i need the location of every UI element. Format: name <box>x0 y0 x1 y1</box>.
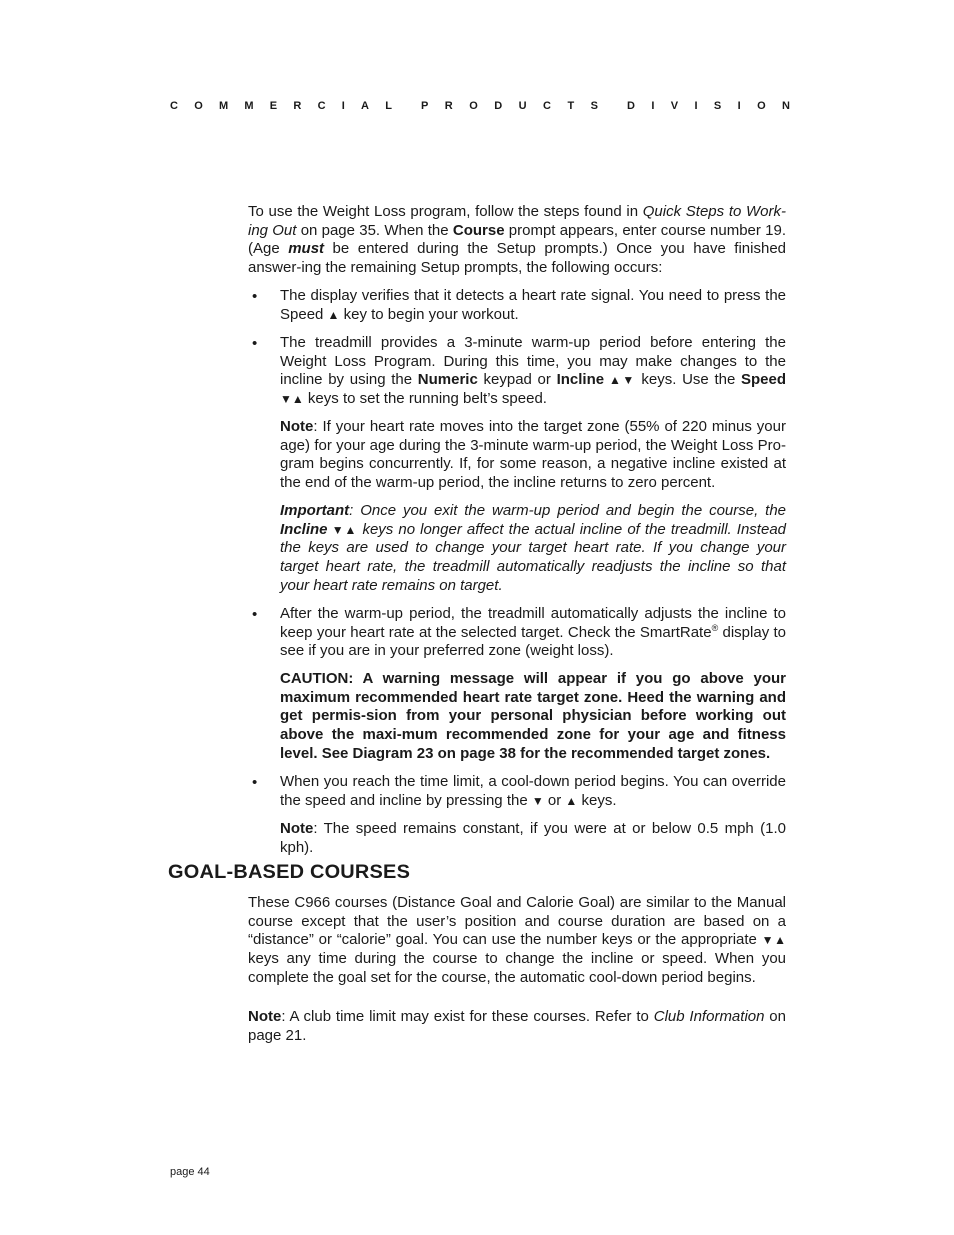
intro-text: prompt appears, enter course number 19. (Age <box>248 221 786 258</box>
up-arrow-icon: ▲ <box>565 793 578 808</box>
bullet-text: keys. Use the <box>635 371 741 389</box>
bullet-text: The display verifies that it detects a heart rate signal. You need to press the Speed <box>280 287 786 323</box>
header-letter: C <box>543 100 551 112</box>
header-letter: N <box>782 100 790 112</box>
important-label: Important <box>280 502 350 519</box>
header-letter: C <box>317 100 326 112</box>
note-label: Note <box>280 418 314 435</box>
incline-term: Incline <box>556 371 605 389</box>
speed-term: Speed <box>740 371 786 389</box>
section-heading: GOAL-BASED COURSES <box>168 862 411 883</box>
note-text: : A club time limit may exist for these courses. Refer to <box>281 1008 654 1025</box>
up-arrow-icon: ▲ <box>327 307 340 322</box>
header-letter: S <box>713 100 722 112</box>
header-word-commercial <box>170 100 392 112</box>
bullet-item-adjust <box>280 605 786 661</box>
note-club-limit <box>248 1008 786 1045</box>
header-letter: A <box>361 100 369 112</box>
header-letter: D <box>494 100 503 112</box>
header-letter: D <box>627 100 635 112</box>
important-text: keys no longer affect the actual incline of the treadmill. Instead the keys are used to change your target heart rate. If you change your target heart rate, the treadmill automatically readjusts the incline so that your heart rate remains on target. <box>280 520 786 594</box>
course-prompt-term: Course <box>452 221 505 239</box>
numeric-term: Numeric <box>417 371 478 389</box>
running-header <box>170 100 790 112</box>
bullet-glyph: • <box>252 606 258 623</box>
bullet-text: When you reach the time limit, a cool-down period begins. You can override the speed and incline by pressing the <box>280 773 786 809</box>
quick-steps-reference: Quick Steps to Work-ing Out <box>248 203 787 239</box>
header-letter: E <box>269 100 278 112</box>
bullet-glyph: • <box>252 774 258 791</box>
header-letter: O <box>194 100 203 112</box>
bullet-text: keypad or <box>477 371 557 389</box>
intro-paragraph <box>248 203 786 278</box>
header-letter: U <box>518 100 527 112</box>
intro-text: be entered during the Setup prompts.) Once you have finished answer-ing the remaining Setup prompts, the following occurs: <box>248 240 787 277</box>
note-label: Note <box>248 1008 282 1025</box>
header-letter: M <box>244 100 254 112</box>
header-letter: L <box>385 100 392 112</box>
down-arrow-icon: ▼ <box>531 793 544 808</box>
header-letter: O <box>757 100 766 112</box>
bullet-text: key to begin your workout. <box>339 305 519 323</box>
caution-warning: CAUTION: A warning message will appear if you go above your maximum recommended heart rate target zone. Heed the warning and get permis-sion from your personal physician before working out above the maxi-mum recommended zone for your age and fitness level. See Diagram 23 on page 38 for the recommended target zones. <box>280 670 786 762</box>
down-up-arrows-icon: ▼▲ <box>327 522 358 537</box>
note-text: on page 21. <box>248 1008 786 1044</box>
goal-text: These C966 courses (Distance Goal and Calorie Goal) are similar to the Manual course except that the user’s position and course duration are based on a “distance” or “calorie” goal. You can use the number keys or the appropriate <box>248 894 786 949</box>
goal-text: keys any time during the course to change the incline or speed. When you complete the goal set for the course, the automatic cool-down period begins. <box>248 950 786 986</box>
important-text: : Once you exit the warm-up period and begin the course, the <box>349 502 786 519</box>
intro-text: on page 35. When the <box>296 221 453 239</box>
header-letter: R <box>293 100 302 112</box>
header-letter: I <box>694 100 698 112</box>
bullet-text: keys to set the running belt’s speed. <box>303 390 547 408</box>
bullet-text: or <box>543 791 566 809</box>
goal-paragraph <box>248 894 786 988</box>
header-letter: C <box>170 100 178 112</box>
bullet-item-cooldown <box>280 773 786 810</box>
header-letter: P <box>421 100 429 112</box>
bullet-text: After the warm-up period, the treadmill automatically adjusts the incline to keep your heart rate at the selected target. Check the SmartRate <box>280 605 786 641</box>
club-information-reference: Club Information <box>653 1008 765 1025</box>
bullet-glyph: • <box>252 288 258 305</box>
header-letter: I <box>341 100 345 112</box>
page-number: page 44 <box>170 1166 210 1178</box>
important-note <box>280 502 786 596</box>
down-up-arrows-icon: ▼▲ <box>280 392 304 407</box>
note-label: Note <box>280 820 314 837</box>
header-word-products <box>421 100 598 112</box>
down-up-arrows-icon: ▼▲ <box>761 933 786 948</box>
up-down-arrows-icon: ▲▼ <box>604 373 636 388</box>
incline-term: Incline <box>280 520 328 538</box>
bullet-text: The treadmill provides a 3-minute warm-up period before entering the Weight Loss Program. During this time, you may make changes to the incline by using the <box>280 334 786 389</box>
header-letter: V <box>670 100 679 112</box>
note-heart-rate <box>280 418 786 493</box>
header-letter: S <box>590 100 598 112</box>
header-letter: O <box>469 100 478 112</box>
bullet-item-warmup <box>280 334 786 409</box>
intro-text: To use the Weight Loss program, follow the steps found in <box>248 203 643 220</box>
bullet-text: keys. <box>577 791 617 809</box>
header-letter: I <box>651 100 655 112</box>
bullet-glyph: • <box>252 335 258 352</box>
header-letter: T <box>567 100 575 112</box>
must-emphasis: must <box>288 240 325 258</box>
header-letter: I <box>737 100 741 112</box>
header-word-division <box>627 100 790 112</box>
registered-mark: ® <box>711 622 719 633</box>
note-text: : The speed remains constant, if you were at or below 0.5 mph (1.0 kph). <box>280 820 786 856</box>
note-speed <box>280 820 786 857</box>
header-letter: M <box>218 100 229 112</box>
note-text: : If your heart rate moves into the target zone (55% of 220 minus your age) for your age during the 3-minute warm-up period, the Weight Loss Pro-gram begins concurrently. If, for some reason, a negative incline existed at the end of the warm-up period, the incline returns to zero percent. <box>280 418 786 492</box>
bullet-text: display to see if you are in your preferred zone (weight loss). <box>280 623 787 660</box>
header-letter: R <box>444 100 453 112</box>
bullet-item-display <box>280 287 786 324</box>
